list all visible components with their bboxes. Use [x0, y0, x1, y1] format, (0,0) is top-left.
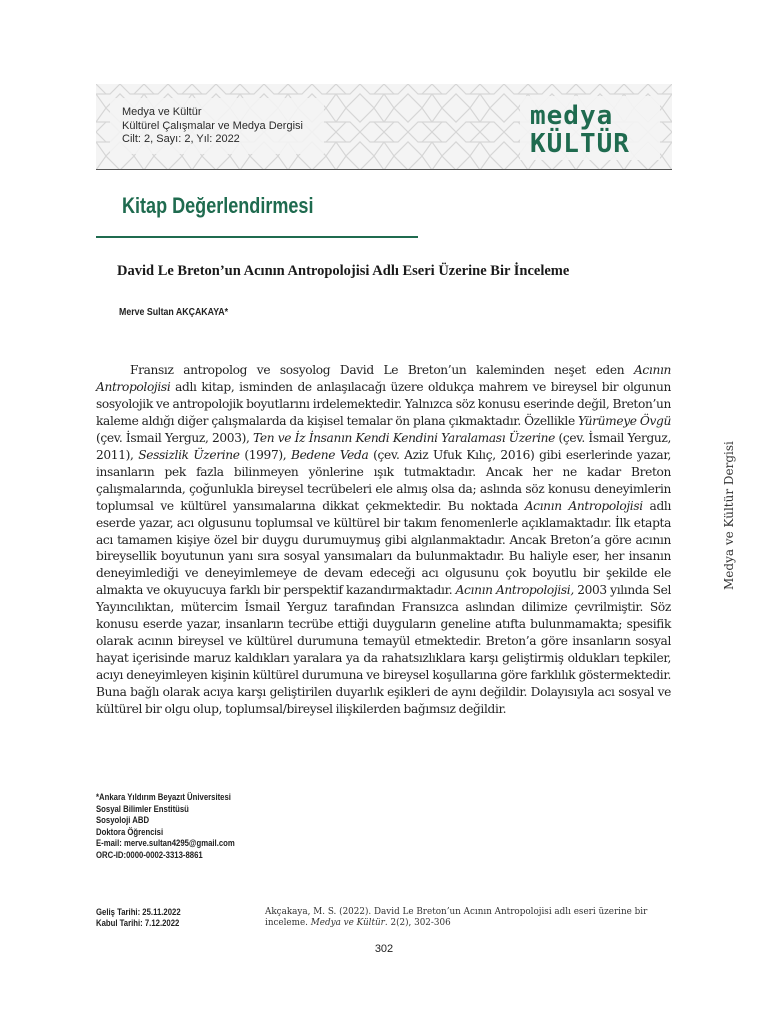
header-divider [96, 169, 672, 170]
affiliation-university: *Ankara Yıldırım Beyazıt Üniversitesi [96, 792, 231, 802]
author-affiliation [96, 792, 235, 861]
citation-journal: Medya ve Kültür [310, 918, 385, 928]
page-number: 302 [374, 943, 394, 955]
journal-name: Medya ve Kültür [122, 106, 202, 118]
article-title: David Le Breton’un Acının Antropolojisi Adlı Eseri Üzerine Bir İnceleme [117, 263, 570, 279]
journal-subtitle: Kültürel Çalışmalar ve Medya Dergisi [122, 119, 303, 132]
body-text-segment: (çev. İsmail Yerguz, 2003), [96, 430, 254, 445]
book-title-italic: Yürümeye Övgü [578, 413, 671, 428]
book-title-italic: Ten ve İz İnsanın Kendi Kendini Yaralaması Üzerine [253, 430, 556, 445]
book-title-italic: Acının Antropolojisi, [455, 583, 574, 598]
body-text-segment: Fransız antropolog ve sosyolog David Le Breton’un kaleminden neşet eden [130, 363, 634, 377]
affiliation-orcid: ORC-ID:0000-0002-3313-8861 [96, 849, 203, 860]
logo-text-medya: medya [530, 101, 614, 131]
body-text-segment: (1997), [239, 447, 291, 462]
affiliation-status: Doktora Öğrencisi [96, 826, 164, 837]
book-title-italic: Acının Antropolojisi [524, 498, 643, 513]
body-text-segment: (çev. İsmail Yerguz, 2011), [96, 430, 671, 462]
submission-dates [96, 907, 181, 929]
body-paragraph [96, 362, 671, 718]
citation-text: Akçakaya, M. S. (2022). David Le Breton’un Acının Antropolojisi adlı eseri üzerine bir inceleme. [265, 907, 648, 928]
section-divider [96, 236, 418, 238]
body-text-segment: adlı kitap, isminden de anlaşılacağı üzere oldukça mahrem ve bireysel bir olgunun sosyolojik ve antropolojik boyutlarını irdelemektedir. Yalnızca söz konusu eserinde değil, Breton’un kaleme aldığı diğer çalışmalarda da kişisel temalar ön plana çıkmaktadır. Özellikle [96, 379, 671, 428]
accepted-date: Kabul Tarihi: 7.12.2022 [96, 918, 180, 928]
volume-issue: Cilt: 2, Sayı: 2, Yıl: 2022 [122, 133, 240, 145]
affiliation-institute: Sosyal Bilimler Enstitüsü [96, 803, 189, 814]
received-date: Geliş Tarihi: 25.11.2022 [96, 907, 181, 917]
journal-info [122, 106, 303, 147]
citation [265, 907, 685, 929]
book-title-italic: Acının Antropolojisi [96, 363, 671, 394]
logo-text-kultur: KÜLTÜR [530, 129, 630, 159]
body-text-segment: adlı eserde yazar, acı olgusunu toplumsal ve kültürel bir takım fenomenlerle açıklamaktadır. İlk etapta acı tamamen kişiye özel bir duygu durumuymuş gibi algılanmaktadır. Ancak Breton’a göre acının bireysellik boyutunun yanı sıra sosyal yansımaları da bulunmaktadır. Bu haliyle eser, her insanın deneyimlediği ve deneyimlemeye de devam edeceği acı olgusunu çok boyutlu bir şekilde ele almakta ve okuyucuya farklı bir perspektif kazandırmaktadır. [96, 498, 671, 598]
body-text-segment: (çev. Aziz Ufuk Kılıç, 2016) gibi eserlerinde yazar, insanların pek fazla bilinmeyen yönlerine ışık tutmaktadır. Ancak her ne kadar Breton çalışmalarında, çoğunlukla bireysel tecrübeleri ele almış olsa da; aslında söz konusu deneyimlerin toplumsal ve kültürel yansımalarına dikkat çekmektedir. Bu noktada [96, 447, 672, 513]
citation-volume: . 2(2), 302-306 [384, 918, 451, 928]
affiliation-email: E-mail: merve.sultan4295@gmail.com [96, 838, 235, 848]
journal-logo [530, 103, 652, 161]
book-title-italic: Sessizlik Üzerine [138, 447, 240, 462]
author-name: Merve Sultan AKÇAKAYA* [119, 307, 229, 318]
body-text-segment: 2003 yılında Sel Yayıncılıktan, mütercim İsmail Yerguz tarafından Fransızca aslından dilimize çevrilmiştir. Söz konusu eserde yazar, insanların tecrübe ettiği duyguların geneline atıfta bulunmamakta; spesifik olarak acının bireysel ve kültürel durumuna temayül etmektedir. Breton’a göre insanların sosyal hayat içerisinde maruz kaldıkları yaralara ya da rahatsızlıklara karşı geliştirmiş oldukları tepkiler, acıyı deneyimleyen kişinin kültürel durumuna ve bireysel koşullarına göre farklılık göstermektedir. Buna bağlı olarak acıya karşı geliştirilen duyarlık eşikleri de aynı değildir. Dolayısıyla acı sosyal ve kültürel bir olgu olup, toplumsal/bireysel ilişkilerden bağımsız değildir. [96, 583, 671, 717]
book-title-italic: Bedene Veda [290, 447, 369, 462]
affiliation-department: Sosyoloji ABD [96, 815, 150, 825]
section-title: Kitap Değerlendirmesi [122, 193, 314, 218]
side-journal-label: Medya ve Kültür Dergisi [722, 441, 736, 590]
